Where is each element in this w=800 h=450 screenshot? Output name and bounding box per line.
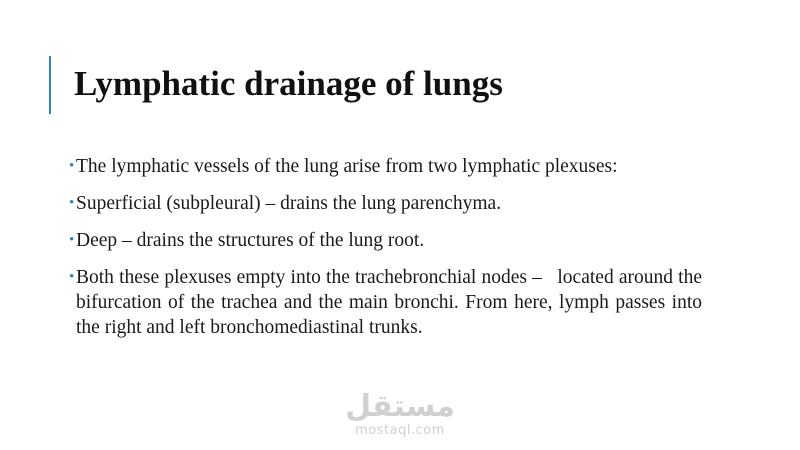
bullet-item bbox=[69, 265, 707, 340]
bullet-item bbox=[70, 154, 702, 179]
watermark-logo: مستقل bbox=[345, 389, 455, 424]
slide-title: Lymphatic drainage of lungs bbox=[74, 64, 503, 103]
watermark-url: mostaql.com bbox=[355, 423, 445, 438]
bullet-marker: • bbox=[69, 195, 75, 211]
watermark bbox=[320, 390, 480, 438]
bullet-text: Both these plexuses empty into the trachebronchial nodes – located around the bifurcation of the trachea and the main bronchi. From here, lymph passes into the right and left bronchomediastinal trunks. bbox=[76, 267, 707, 338]
title-accent-bar bbox=[49, 56, 51, 114]
bullet-text: The lymphatic vessels of the lung arise from two lymphatic plexuses: bbox=[76, 156, 618, 177]
bullet-text: Superficial (subpleural) – drains the lung parenchyma. bbox=[76, 193, 502, 214]
bullet-marker: • bbox=[69, 158, 75, 174]
bullet-item bbox=[70, 228, 702, 253]
bullet-list bbox=[69, 154, 707, 340]
bullet-item bbox=[70, 191, 702, 216]
bullet-marker: • bbox=[69, 232, 75, 248]
bullet-marker: • bbox=[69, 269, 75, 285]
bullet-text: Deep – drains the structures of the lung root. bbox=[76, 230, 425, 251]
